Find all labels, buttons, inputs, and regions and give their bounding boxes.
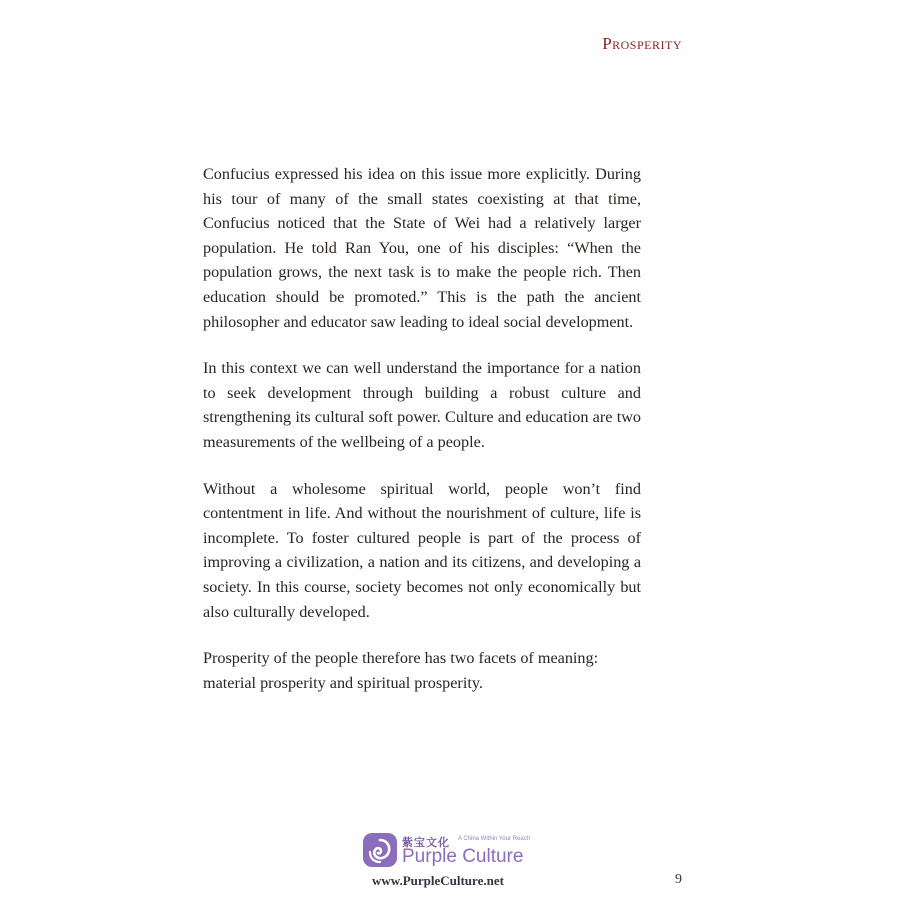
paragraph-3: Without a wholesome spiritual world, people won’t find contentment in life. And without the nourishment of culture, life is incomplete. To foster cultured people is part of the process of improving a civilization, a nation and its citizens, and developing a society. In this course, society becomes not only economically but also culturally developed. (203, 479, 641, 621)
paragraph-1: Confucius expressed his idea on this issue more explicitly. During his tour of many of the small states coexisting at that time, Confucius noticed that the State of Wei had a relatively larger population. He told Ran You, one of his disciples: “When the population grows, the next task is to make the people rich. Then education should be promoted.” This is the path the ancient philosopher and educator saw leading to ideal social development. (203, 165, 641, 331)
spiral-logo-icon (362, 832, 398, 868)
watermark-url: www.PurpleCulture.net (372, 873, 504, 888)
running-head: Prosperity (602, 34, 682, 53)
watermark-tagline: A China Within Your Reach (458, 836, 531, 842)
watermark-logo (362, 832, 562, 892)
watermark-chinese-name: 紫宝文化 (402, 836, 450, 849)
watermark-brand-name: Purple Culture (402, 846, 524, 867)
paragraph-2: In this context we can well understand the importance for a nation to seek development through building a robust culture and strengthening its cultural soft power. Culture and education are two measurements of the wellbeing of a people. (203, 359, 641, 451)
paragraph-4: Prosperity of the people therefore has two facets of meaning: material prosperity and spiritual prosperity. (203, 649, 599, 692)
page-number: 9 (675, 872, 682, 887)
body-text (203, 162, 641, 717)
